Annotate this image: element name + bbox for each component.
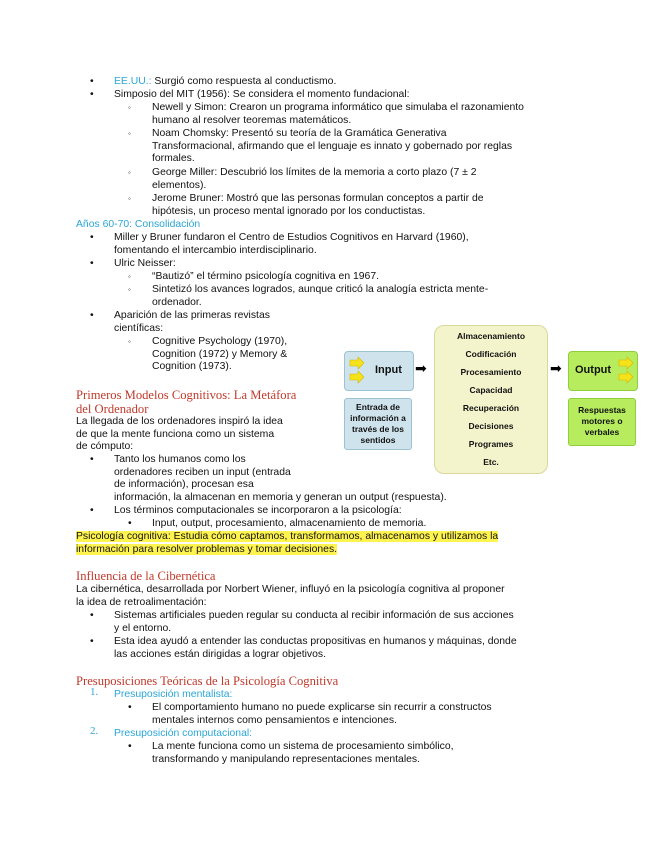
yellow-arrows-icon <box>349 356 365 386</box>
process-item: Capacidad <box>469 385 513 395</box>
anos-bullet-3: Aparición de las primeras revistas científicas: <box>114 310 270 334</box>
sub-bullet: ◦ <box>128 129 131 138</box>
output-label: Output <box>575 364 612 376</box>
bullet-dot: • <box>90 89 94 100</box>
sub-bullet: ◦ <box>128 272 131 281</box>
bullet-dot-small: • <box>128 518 132 529</box>
bullet-dot: • <box>90 636 94 647</box>
bullet-dot-small: • <box>128 741 132 752</box>
ciber-bullet-1: Sistemas artificiales pueden regular su conducta al recibir información de sus acciones y el entorno. <box>114 610 514 634</box>
section-heading-modelos: Primeros Modelos Cognitivos: La Metáfora del Ordenador <box>76 388 297 416</box>
intro-line-1: EE.UU.: Surgió como respuesta al conductismo. <box>114 76 337 87</box>
bullet-dot: • <box>90 76 94 87</box>
presu-computacional: Presuposición computacional: <box>114 728 253 739</box>
list-number: 2. <box>90 725 99 737</box>
sub-item-miller: George Miller: Descubrió los límites de la memoria a corto plazo (7 ± 2 elementos). <box>152 167 477 191</box>
bullet-dot-small: • <box>128 702 132 713</box>
sub-bullet: ◦ <box>128 337 131 346</box>
process-item: Codificación <box>465 349 517 359</box>
process-box <box>434 325 548 474</box>
presu-computacional-desc: La mente funciona como un sistema de procesamiento simbólico, transformando y manipulando representaciones mentales. <box>152 741 454 765</box>
section-heading-presu: Presuposiciones Teóricas de la Psicología Cognitiva <box>76 674 339 688</box>
bullet-dot: • <box>90 258 94 269</box>
intro-line-2: Simposio del MIT (1956): Se considera el momento fundacional: <box>114 89 410 100</box>
input-description: Entrada de información a través de los sentidos <box>344 398 412 450</box>
presu-mentalista: Presuposición mentalista: <box>114 689 233 700</box>
yellow-arrows-icon <box>618 356 634 386</box>
ciber-paragraph: La cibernética, desarrollada por Norbert Wiener, influyó en la psicología cognitiva al proponer la idea de retroalimentación: <box>76 584 505 608</box>
arrow-right-icon: ➡ <box>550 360 562 376</box>
anos-bullet-2: Ulric Neisser: <box>114 258 176 269</box>
section-heading-anos: Años 60-70: Consolidación <box>76 219 201 230</box>
process-item: Decisiones <box>468 421 514 431</box>
section-heading-ciber: Influencia de la Cibernética <box>76 569 216 583</box>
revistas-list: Cognitive Psychology (1970), Cognition (1972) y Memory & Cognition (1973). <box>152 336 288 373</box>
sub-item-bruner: Jerome Bruner: Mostró que las personas formulan conceptos a partir de hipótesis, un proceso mental ignorado por los conductistas. <box>152 193 484 217</box>
input-label: Input <box>375 364 402 376</box>
bullet-dot: • <box>90 505 94 516</box>
neisser-sub-2: Sintetizó los avances logrados, aunque criticó la analogía estricta mente- ordenador. <box>152 284 489 308</box>
modelos-paragraph: La llegada de los ordenadores inspiró la idea de que la mente funciona como un sistema de cómputo: <box>76 416 283 453</box>
bullet-dot: • <box>90 232 94 243</box>
presu-mentalista-desc: El comportamiento humano no puede explicarse sin recurrir a constructos mentales internos como pensamientos e intenciones. <box>152 702 492 726</box>
list-number: 1. <box>90 686 99 698</box>
sub-bullet: ◦ <box>128 168 131 177</box>
arrow-right-icon: ➡ <box>415 360 427 376</box>
modelos-bullet-2: Los términos computacionales se incorporaron a la psicología: <box>114 505 402 516</box>
process-item: Recuperación <box>462 403 520 413</box>
process-item: Almacenamiento <box>456 331 526 341</box>
sub-item-chomsky: Noam Chomsky: Presentó su teoría de la Gramática Generativa Transformacional, afirmando que el lenguaje es innato y gobernado por reglas formales. <box>152 128 513 165</box>
sub-bullet: ◦ <box>128 194 131 203</box>
bullet-dot: • <box>90 310 94 321</box>
sub-bullet: ◦ <box>128 103 131 112</box>
bullet-dot: • <box>90 610 94 621</box>
process-item: Procesamiento <box>460 367 522 377</box>
eeuu-link[interactable]: EE.UU.: <box>114 76 152 87</box>
process-item: Etc. <box>483 457 499 467</box>
output-description: Respuestas motores o verbales <box>568 398 636 446</box>
ciber-bullet-2: Esta idea ayudó a entender las conductas propositivas en humanos y máquinas, donde las acciones están dirigidas a lograr objetivos. <box>114 636 517 660</box>
input-box <box>344 351 414 391</box>
output-box <box>568 351 638 391</box>
modelos-bullet-1: Tanto los humanos como los ordenadores reciben un input (entrada de información), procesan esa información, la almacenan en memoria y generan un output (respuesta). <box>114 454 447 503</box>
highlight-definition: Psicología cognitiva: Estudia cómo captamos, transformamos, almacenamos y utilizamos la información para resolver problemas y tomar decisiones. <box>76 531 499 555</box>
sub-bullet: ◦ <box>128 285 131 294</box>
neisser-sub-1: “Bautizó” el término psicología cognitiva en 1967. <box>152 271 379 282</box>
modelos-sub: Input, output, procesamiento, almacenamiento de memoria. <box>152 518 427 529</box>
process-item: Programes <box>468 439 514 449</box>
anos-bullet-1: Miller y Bruner fundaron el Centro de Estudios Cognitivos en Harvard (1960), fomentando el intercambio interdisciplinario. <box>114 232 469 256</box>
bullet-dot: • <box>90 454 94 465</box>
sub-item-newell: Newell y Simon: Crearon un programa informático que simulaba el razonamiento humano al resolver teoremas matemáticos. <box>152 102 524 126</box>
